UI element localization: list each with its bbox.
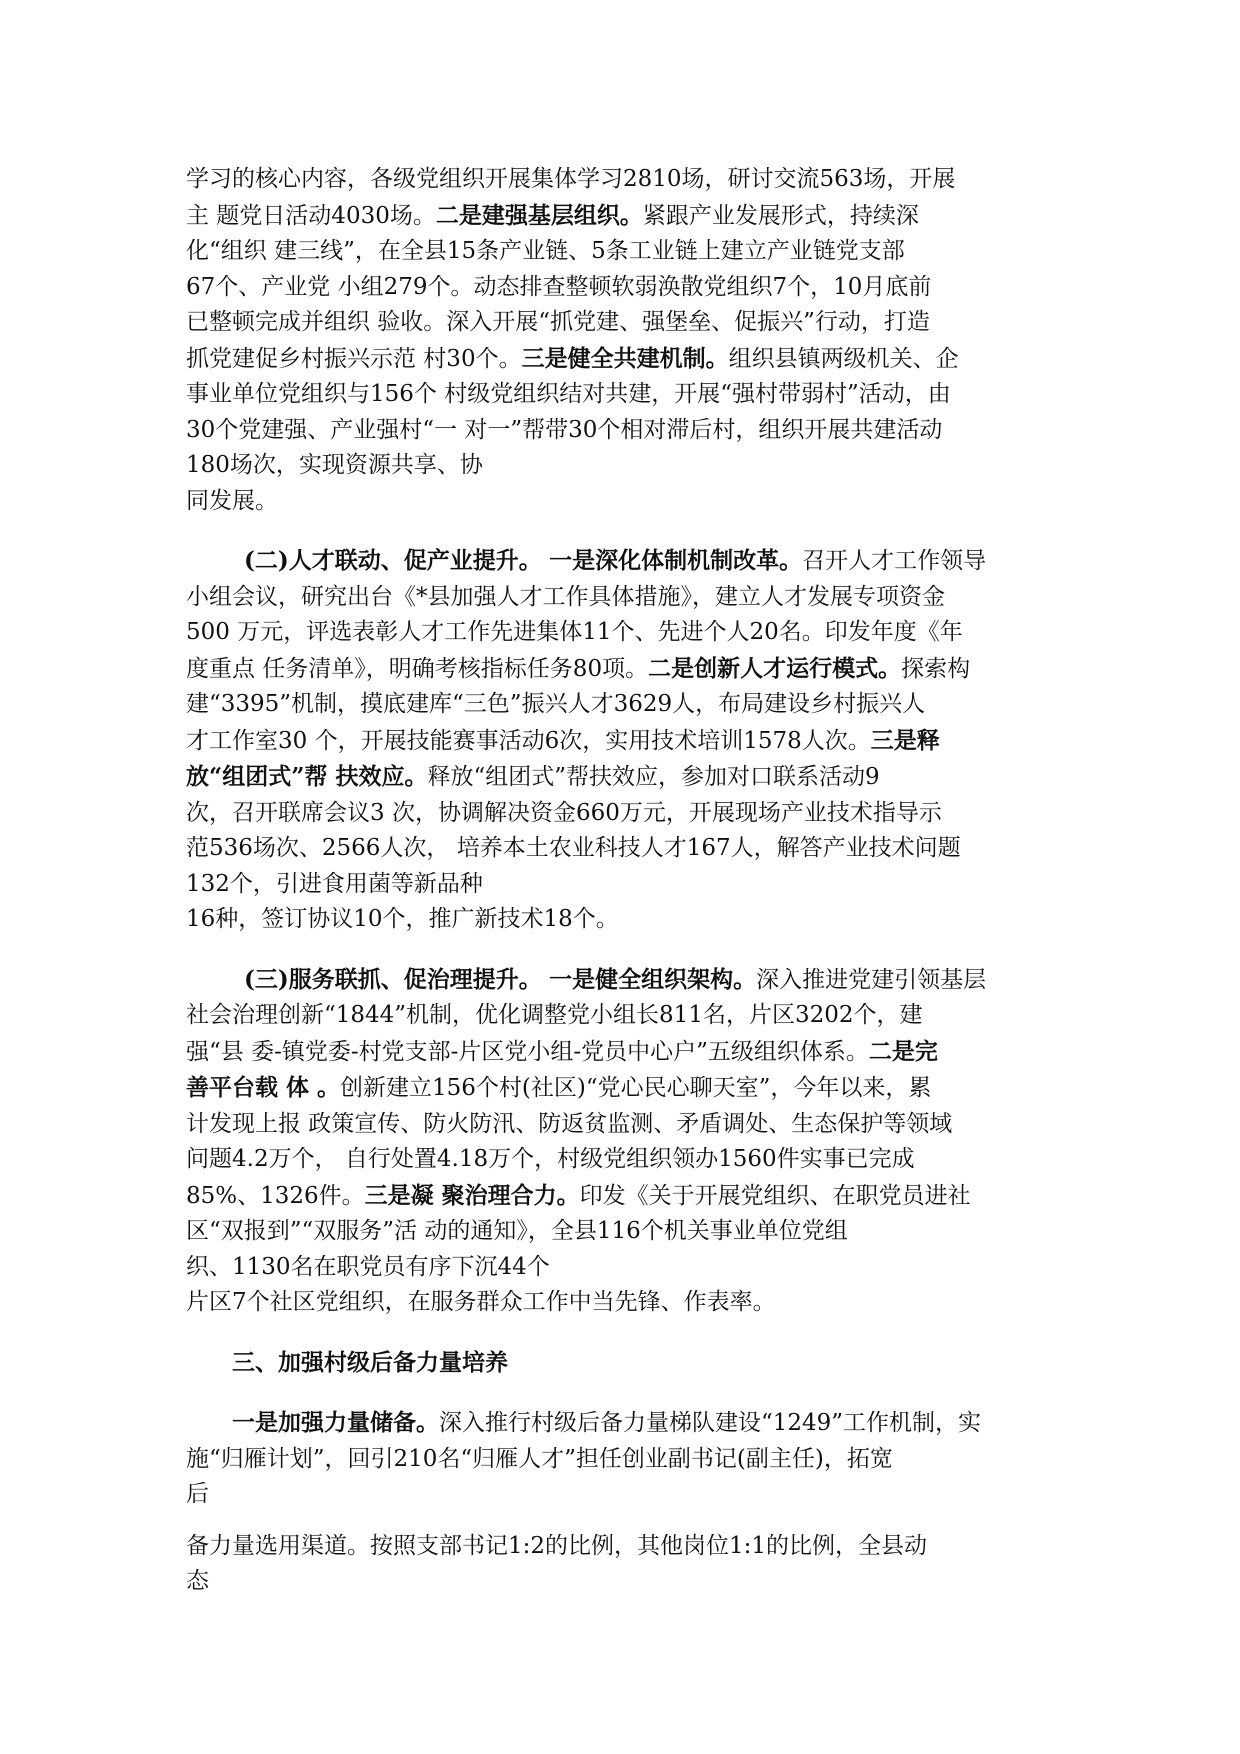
text-line [186, 1178, 1066, 1215]
document-body [186, 162, 1066, 1600]
text-line [186, 796, 1066, 832]
text-run: 同发展。 [186, 487, 278, 514]
bold-text: 二是创新人才运行模式。 [648, 654, 902, 682]
text-run: 30个党建强、产业强村“一 对一”帮带30个相对滞后村，组织开展共建活动 [186, 416, 943, 443]
text-line [186, 1345, 1066, 1382]
text-run: 强“县 委-镇党委-村党支部-片区党小组-党员中心户”五级组织体系。 [186, 1038, 869, 1065]
bold-text: 一是健全组织架构。 [549, 965, 757, 993]
text-line [186, 723, 1066, 760]
text-run: 抓党建促乡村振兴示范 村30个。 [186, 345, 522, 372]
text-line [186, 759, 1066, 796]
bold-text: 三是健全共建机制。 [521, 344, 729, 372]
text-line [186, 580, 1066, 616]
text-run: 后 [186, 1481, 209, 1507]
text-line [186, 998, 1066, 1034]
text-line [186, 1034, 1066, 1071]
text-line [186, 1529, 1066, 1565]
text-run: 施“归雁计划”，回引210名“归雁人才”担任创业副书记(副主任)，拓宽 [186, 1445, 893, 1472]
bold-text: 二是完 [868, 1037, 938, 1065]
text-line [186, 448, 1066, 484]
text-run: 16种，签订协议10个，推广新技术18个。 [186, 906, 619, 932]
bold-text: 三、加强村级后备力量培养 [232, 1348, 508, 1376]
text-run: 态 [186, 1568, 209, 1594]
text-line [186, 1442, 1066, 1478]
text-line [186, 1070, 1066, 1107]
text-line [186, 270, 1066, 306]
bold-text: 三是凝 聚治理合力。 [364, 1181, 580, 1209]
paragraph-gap [186, 1381, 1066, 1405]
text-run: 67个、产业党 小组279个。动态排查整顿软弱涣散党组织7个，10月底前 [186, 273, 932, 300]
text-run: 计发现上报 政策宣传、防火防汛、防返贫监测、矛盾调处、生态保护等领域 [186, 1110, 953, 1137]
text-run: 化“组织 建三线”，在全县15条产业链、5条工业链上建立产业链党支部 [186, 238, 905, 264]
text-run: 500 万元，评选表彰人才工作先进集体11个、先进个人20名。印发年度《年 [186, 619, 963, 645]
text-run: 180场次，实现资源共享、协 [186, 452, 483, 478]
bold-text: 三是释 [870, 726, 940, 754]
text-run: 织、1130名在职党员有序下沉44个 [186, 1253, 550, 1280]
text-run: 区“双报到”“双服务”活 动的通知》，全县116个机关事业单位党组 [186, 1218, 848, 1244]
text-run: 深入推行村级后备力量梯队建设“1249”工作机制，实 [439, 1410, 982, 1436]
text-line [186, 902, 1066, 938]
text-run: 学习的核心内容，各级党组织开展集体学习2810场，研讨交流563场，开展 [186, 166, 956, 192]
text-line [186, 305, 1066, 341]
bold-text: 二是建强基层组织。 [435, 201, 643, 229]
text-line [186, 413, 1066, 449]
paragraph-gap [186, 519, 1066, 543]
text-line [186, 162, 1066, 198]
text-run: 片区7个社区党组织，在服务群众工作中当先锋、作表率。 [186, 1289, 776, 1315]
text-run: 探索构 [901, 655, 971, 682]
text-line [186, 1285, 1066, 1321]
text-run: 释放“组团式”帮扶效应，参加对口联系活动9 [427, 764, 880, 790]
text-line [186, 198, 1066, 235]
text-line [186, 1250, 1066, 1286]
text-run: 85%、1326件。 [186, 1182, 365, 1209]
text-line [186, 1405, 1066, 1442]
text-line [186, 651, 1066, 688]
text-run: 小组会议，研究出台《*县加强人才工作具体措施》，建立人才发展专项资金 [186, 583, 945, 610]
paragraph-gap [186, 1321, 1066, 1345]
text-line [186, 962, 1066, 999]
bold-text: 善平台载 体 。 [186, 1074, 341, 1101]
text-run: 召开人才工作领导 [802, 548, 987, 574]
text-line [186, 1107, 1066, 1143]
text-line [186, 831, 1066, 867]
text-run: 组织县镇两级机关、企 [728, 345, 959, 372]
text-line [186, 341, 1066, 378]
text-line [186, 1214, 1066, 1250]
text-line [186, 234, 1066, 270]
text-run: 132个，引进食用菌等新品种 [186, 870, 483, 897]
text-line [186, 1477, 1066, 1513]
text-run: 事业单位党组织与156个 村级党组织结对共建，开展“强村带弱村”活动，由 [186, 381, 951, 407]
text-run: 度重点 任务清单》，明确考核指标任务80项。 [186, 655, 649, 682]
text-run [542, 967, 549, 993]
text-line [186, 377, 1066, 413]
bold-text: 一是深化体制机制改革。 [549, 547, 803, 574]
text-line [186, 615, 1066, 651]
text-run: 印发《关于开展党组织、在职党员进社 [579, 1182, 971, 1209]
bold-text: (三)服务联抓、促治理提升。 [244, 965, 542, 993]
paragraph-gap [186, 938, 1066, 962]
paragraph-gap [186, 1513, 1066, 1529]
text-run: 建“3395”机制，摸底建库“三色”振兴人才3629人，布局建设乡村振兴人 [186, 691, 926, 717]
text-run: 深入推进党建引领基层 [756, 966, 987, 993]
text-line [186, 543, 1066, 580]
text-run [542, 548, 549, 574]
text-run: 社会治理创新“1844”机制，优化调整党小组长811名，片区3202个，建 [186, 1002, 923, 1028]
text-line [186, 1564, 1066, 1600]
text-run: 范536场次、2566人次， 培养本土农业科技人才167人，解答产业技术问题 [186, 835, 961, 861]
text-run: 问题4.2万个， 自行处置4.18万个，村级党组织领办1560件实事已完成 [186, 1146, 915, 1172]
text-run: 才工作室30 个，开展技能赛事活动6次，实用技术培训1578人次。 [186, 727, 871, 754]
text-line [186, 1142, 1066, 1178]
text-run: 备力量选用渠道。按照支部书记1:2的比例，其他岗位1:1的比例，全县动 [186, 1532, 928, 1559]
text-run: 已整顿完成并组织 验收。深入开展“抓党建、强堡垒、促振兴”行动，打造 [186, 309, 930, 335]
text-line [186, 867, 1066, 903]
text-line [186, 484, 1066, 520]
bold-text: 一是加强力量储备。 [232, 1409, 439, 1436]
text-run: 创新建立156个村(社区)“党心民心聊天室”，今年以来，累 [340, 1075, 932, 1101]
text-run: 紧跟产业发展形式，持续深 [642, 202, 919, 229]
bold-text: 放“组团式”帮 扶效应。 [186, 763, 428, 790]
text-line [186, 687, 1066, 723]
text-run: 主 题党日活动4030场。 [186, 202, 436, 229]
bold-text: (二)人才联动、促产业提升。 [244, 547, 542, 574]
text-run: 次，召开联席会议3 次，协调解决资金660万元，开展现场产业技术指导示 [186, 799, 942, 826]
